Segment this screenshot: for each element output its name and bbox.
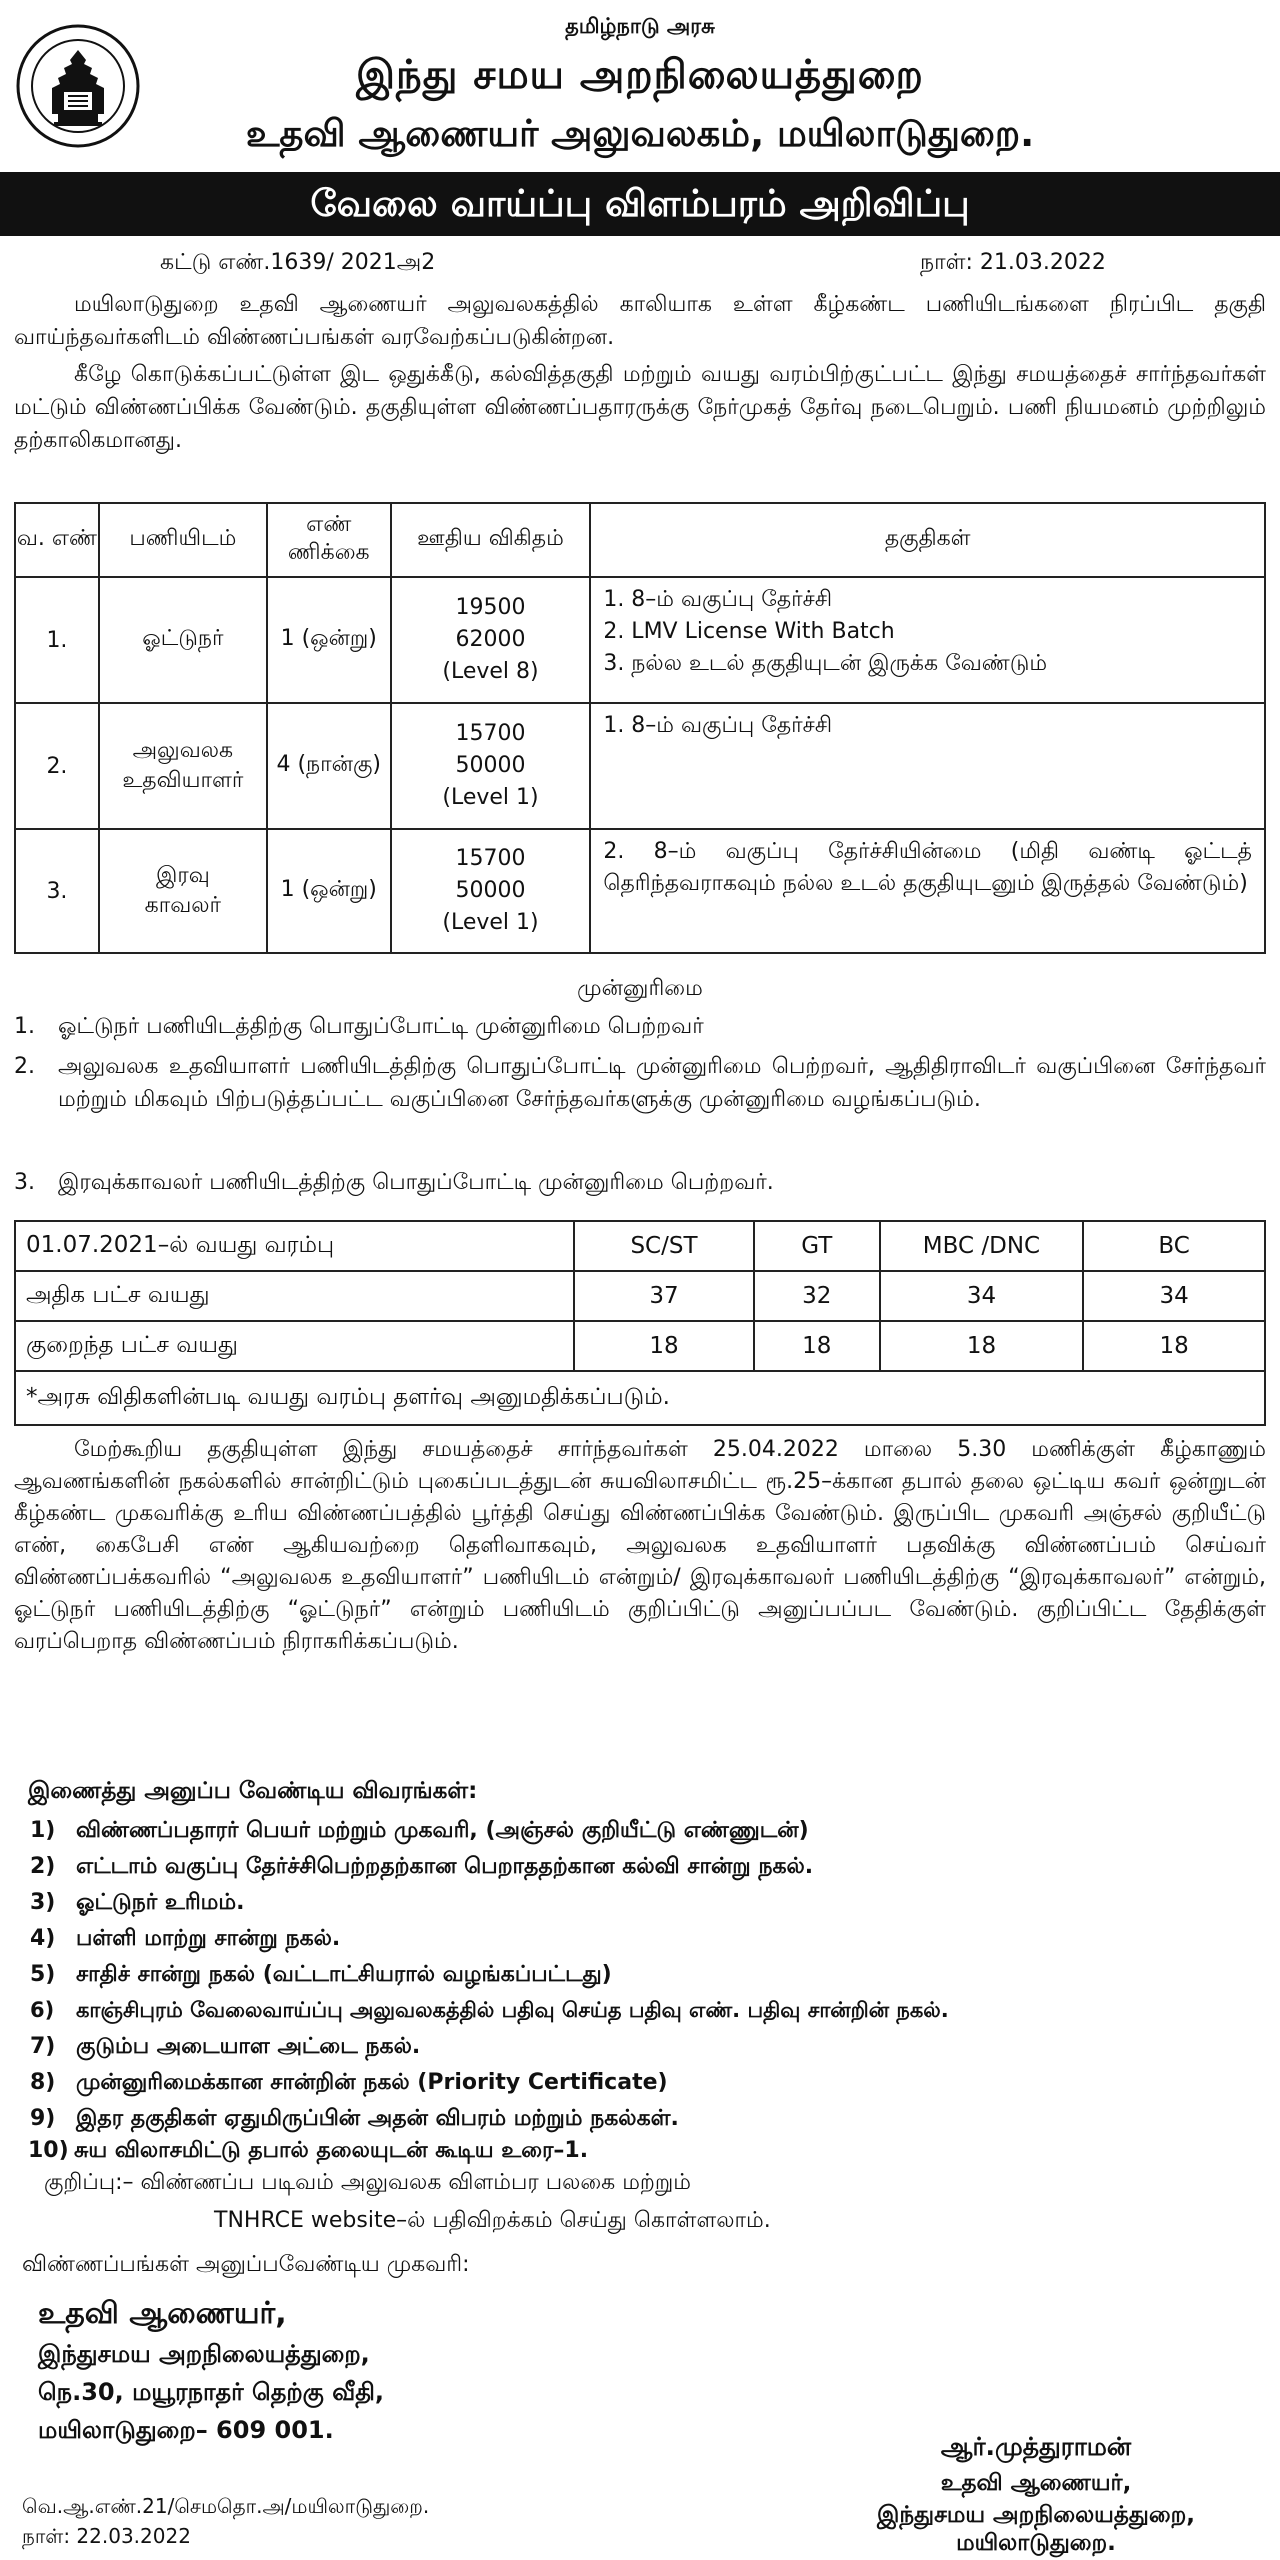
row-count: 4 (நான்கு) [267, 703, 391, 829]
pay-min: 15700 [455, 721, 526, 746]
age-relaxation-note: *அரசு விதிகளின்படி வயது வரம்பு தளர்வு அனுமதிக்கப்படும். [15, 1371, 1265, 1425]
pay-max: 62000 [455, 627, 526, 652]
intro-paragraph-1: மயிலாடுதுறை உதவி ஆணையர் அலுவலகத்தில் காலியாக உள்ள கீழ்கண்ட பணியிடங்களை நிரப்பிட தகுதி வாய்ந்தவர்களிடம் விண்ணப்பங்கள் வரவேற்கப்படுகின்றன. [14, 292, 1266, 350]
table-row [15, 1321, 1265, 1371]
intro-paragraph-2: கீழே கொடுக்கப்பட்டுள்ள இட ஒதுக்கீடு, கல்வித்தகுதி மற்றும் வயது வரம்பிற்குட்பட்ட இந்து சமயத்தைச் சார்ந்தவர்கள் மட்டும் விண்ணப்பிக்க வேண்டும். தகுதியுள்ள விண்ணப்பதாரருக்கு நேர்முகத் தேர்வு நடைபெறும். பணி நியமனம் முற்றிலும் தற்காலிகமானது. [14, 362, 1266, 453]
pay-min: 19500 [455, 595, 526, 620]
age-header-category: GT [754, 1221, 880, 1271]
enclosure-text: சாதிச் சான்று நகல் (வட்டாட்சியரால் வழங்கப்பட்டது) [76, 1962, 612, 1987]
priority-item [14, 1166, 1266, 1199]
row-pay [391, 829, 591, 953]
list-item [30, 1998, 1260, 2025]
footer-date: நாள்: 22.03.2022 [22, 2524, 191, 2548]
enclosure-text: ஓட்டுநர் உரிமம். [76, 1890, 245, 1915]
enclosure-number: 2) [30, 1854, 56, 1879]
row-pay [391, 577, 591, 703]
priority-text: ஓட்டுநர் பணியிடத்திற்கு பொதுப்போட்டி முன்னுரிமை பெற்றவர் [58, 1014, 704, 1039]
priority-number: 2. [14, 1054, 35, 1079]
posts-table-header [15, 503, 1265, 577]
age-value: 18 [880, 1321, 1084, 1371]
row-qualifications [590, 703, 1265, 829]
enclosure-text: இதர தகுதிகள் ஏதுமிருப்பின் அதன் விபரம் மற்றும் நகல்கள். [76, 2106, 679, 2131]
list-item [30, 1890, 1260, 1918]
age-row-label: அதிக பட்ச வயது [15, 1271, 574, 1321]
enclosure-number: 7) [30, 2034, 56, 2059]
table-row [15, 577, 1265, 703]
table-row [15, 703, 1265, 829]
priority-item [14, 1010, 1266, 1043]
row-pay [391, 703, 591, 829]
header-qualifications: தகுதிகள் [590, 503, 1265, 577]
header-sno: வ. எண் [15, 503, 99, 577]
list-item [28, 2138, 1258, 2166]
header [0, 0, 1280, 170]
government-label: தமிழ்நாடு அரசு [565, 14, 715, 38]
priority-title: முன்னுரிமை [577, 976, 703, 1001]
age-value: 18 [1083, 1321, 1265, 1371]
pay-min: 15700 [455, 846, 526, 871]
note-line-2: TNHRCE website–ல் பதிவிறக்கம் செய்து கொள்ளலாம். [214, 2208, 771, 2233]
notice-banner: வேலை வாய்ப்பு விளம்பரம் அறிவிப்பு [0, 172, 1280, 236]
address-line-4: மயிலாடுதுறை– 609 001. [38, 2416, 334, 2444]
row-sno: 2. [15, 703, 99, 829]
address-line-3: நெ.30, மயூரநாதர் தெற்கு வீதி, [38, 2378, 384, 2406]
enclosure-number: 4) [30, 1926, 56, 1951]
enclosure-number: 5) [30, 1962, 56, 1987]
age-value: 32 [754, 1271, 880, 1321]
age-value: 34 [1083, 1271, 1265, 1321]
age-header-label: 01.07.2021–ல் வயது வரம்பு [15, 1221, 574, 1271]
reference-number: கட்டு எண்.1639/ 2021அ2 [160, 250, 436, 275]
header-count: எண் ணிக்கை [267, 503, 391, 577]
table-row [15, 1271, 1265, 1321]
qualification-item: 3. நல்ல உடல் தகுதியுடன் இருக்க வேண்டும் [603, 651, 1048, 676]
enclosure-number: 8) [30, 2070, 56, 2095]
signatory-place: மயிலாடுதுறை. [956, 2530, 1116, 2556]
row-sno: 1. [15, 577, 99, 703]
list-item [30, 2034, 1260, 2062]
row-count: 1 (ஒன்று) [267, 577, 391, 703]
qualification-item: 1. 8–ம் வகுப்பு தேர்ச்சி [603, 713, 833, 738]
priority-text: இரவுக்காவலர் பணியிடத்திற்கு பொதுப்போட்டி முன்னுரிமை பெற்றவர். [58, 1170, 774, 1195]
priority-number: 1. [14, 1014, 35, 1039]
age-value: 18 [574, 1321, 754, 1371]
pay-level: (Level 8) [442, 659, 539, 684]
posts-table [14, 502, 1266, 954]
enclosure-text: எட்டாம் வகுப்பு தேர்ச்சிபெற்றதற்கான பெறாததற்கான கல்வி சான்று நகல். [76, 1854, 814, 1879]
enclosure-text: காஞ்சிபுரம் வேலைவாய்ப்பு அலுவலகத்தில் பதிவு செய்த பதிவு எண். பதிவு சான்றின் நகல். [76, 1998, 949, 2022]
age-header-category: BC [1083, 1221, 1265, 1271]
priority-item [14, 1050, 1266, 1116]
footer-reference: வெ.ஆ.எண்.21/செமதொ.அ/மயிலாடுதுறை. [22, 2494, 430, 2518]
office-title: உதவி ஆணையர் அலுவலகம், மயிலாடுதுறை. [245, 112, 1035, 155]
age-table-note-row [15, 1371, 1265, 1425]
age-limit-table [14, 1220, 1266, 1426]
enclosure-number: 6) [30, 1998, 55, 2022]
list-item [30, 1962, 1260, 1990]
address-line-2: இந்துசமய அறநிலையத்துறை, [38, 2340, 370, 2368]
address-line-1: உதவி ஆணையர், [38, 2296, 287, 2331]
row-qualifications [590, 577, 1265, 703]
list-item [30, 1926, 1260, 1954]
list-item [30, 2070, 1260, 2098]
enclosure-number: 3) [30, 1890, 56, 1915]
row-post: இரவு காவலர் [99, 829, 267, 953]
age-header-category: MBC /DNC [880, 1221, 1084, 1271]
signatory-title: உதவி ஆணையர், [940, 2470, 1132, 2496]
pay-level: (Level 1) [442, 910, 539, 935]
row-post: ஓட்டுநர் [99, 577, 267, 703]
age-header-category: SC/ST [574, 1221, 754, 1271]
pay-level: (Level 1) [442, 785, 539, 810]
priority-number: 3. [14, 1170, 35, 1195]
enclosure-text: முன்னுரிமைக்கான சான்றின் நகல் (Priority Certificate) [76, 2070, 668, 2095]
qualification-item: 2. LMV License With Batch [603, 619, 895, 644]
enclosure-number: 9) [30, 2106, 56, 2131]
enclosure-text: சுய விலாசமிட்டு தபால் தலையுடன் கூடிய உரை–1. [74, 2138, 589, 2163]
enclosure-number: 1) [30, 1818, 56, 1843]
list-item [30, 1854, 1260, 1882]
header-post: பணியிடம் [99, 503, 267, 577]
age-value: 37 [574, 1271, 754, 1321]
address-label: விண்ணப்பங்கள் அனுப்பவேண்டிய முகவரி: [22, 2252, 470, 2277]
pay-max: 50000 [455, 753, 526, 778]
department-title: இந்து சமய அறநிலையத்துறை [356, 52, 924, 98]
list-item [30, 1818, 1260, 1846]
age-value: 18 [754, 1321, 880, 1371]
row-sno: 3. [15, 829, 99, 953]
age-row-label: குறைந்த பட்ச வயது [15, 1321, 574, 1371]
enclosure-text: குடும்ப அடையாள அட்டை நகல். [76, 2034, 421, 2059]
age-value: 34 [880, 1271, 1084, 1321]
qualification-item: 2. 8–ம் வகுப்பு தேர்ச்சியின்மை (மிதி வண்டி ஓட்டத் தெரிந்தவராகவும் நல்ல உடல் தகுதியுடனும் இருத்தல் வேண்டும்) [603, 839, 1252, 896]
list-item [30, 2106, 1260, 2134]
table-row [15, 829, 1265, 953]
qualification-item: 1. 8–ம் வகுப்பு தேர்ச்சி [603, 587, 833, 612]
row-qualifications [590, 829, 1265, 953]
enclosures-title: இணைத்து அனுப்ப வேண்டிய விவரங்கள்: [28, 1778, 478, 1804]
enclosure-text: விண்ணப்பதாரர் பெயர் மற்றும் முகவரி, (அஞ்சல் குறியீட்டு எண்ணுடன்) [76, 1818, 809, 1843]
signatory-name: ஆர்.முத்துராமன் [940, 2432, 1132, 2461]
row-count: 1 (ஒன்று) [267, 829, 391, 953]
notice-date: நாள்: 21.03.2022 [920, 250, 1106, 275]
signatory-department: இந்துசமய அறநிலையத்துறை, [877, 2502, 1195, 2528]
enclosure-text: பள்ளி மாற்று சான்று நகல். [76, 1926, 341, 1951]
age-table-header [15, 1221, 1265, 1271]
row-post: அலுவலக உதவியாளர் [99, 703, 267, 829]
enclosure-number: 10) [28, 2138, 69, 2163]
header-pay: ஊதிய விகிதம் [391, 503, 591, 577]
priority-text: அலுவலக உதவியாளர் பணியிடத்திற்கு பொதுப்போட்டி முன்னுரிமை பெற்றவர், ஆதிதிராவிடர் வகுப்பினை சேர்ந்தவர் மற்றும் மிகவும் பிற்படுத்தப்பட்ட வகுப்பினை சேர்ந்தவர்களுக்கு முன்னுரிமை வழங்கப்படும். [58, 1054, 1266, 1112]
note-line-1: குறிப்பு:– விண்ணப்ப படிவம் அலுவலக விளம்பர பலகை மற்றும் [44, 2170, 691, 2195]
instructions-paragraph: மேற்கூறிய தகுதியுள்ள இந்து சமயத்தைச் சார்ந்தவர்கள் 25.04.2022 மாலை 5.30 மணிக்குள் கீழ்காணும் ஆவணங்களின் நகல்களில் சான்றிட்டும் புகைப்படத்துடன் சுயவிலாசமிட்ட ரூ.25–க்கான தபால் தலை ஒட்டிய கவர் ஒன்றுடன் கீழ்கண்ட முகவரிக்கு உரிய விண்ணப்பத்தில் பூர்த்தி செய்து விண்ணப்பிக்க வேண்டும். இருப்பிட முகவரி அஞ்சல் குறியீட்டு எண், கைபேசி எண் ஆகியவற்றை தெளிவாகவும், அலுவலக உதவியாளர் பதவிக்கு விண்ணப்பம் செய்வர் விண்ணப்பக்கவரில் “அலுவலக உதவியாளர்” பணியிடம் என்றும்/ இரவுக்காவலர் பணியிடத்திற்கு “இரவுக்காவலர்” என்றும், ஓட்டுநர் பணியிடத்திற்கு “ஓட்டுநர்” என்றும் பணியிடம் குறிப்பிட்டு அனுப்பப்பட வேண்டும். குறிப்பிட்ட தேதிக்குள் வரப்பெறாத விண்ணப்பம் நிராகரிக்கப்படும். [14, 1437, 1266, 1654]
pay-max: 50000 [455, 878, 526, 903]
